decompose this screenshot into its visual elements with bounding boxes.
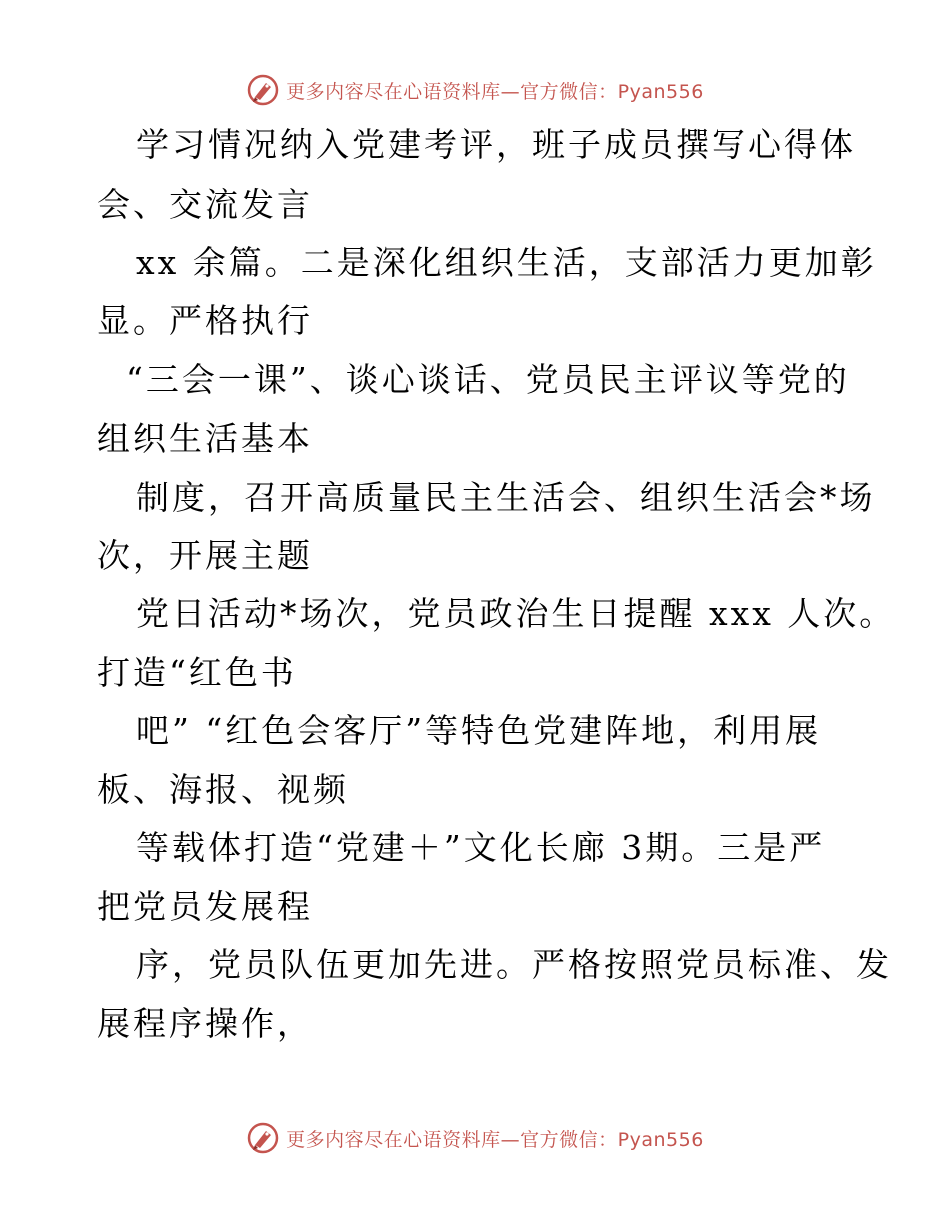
watermark-text: 更多内容尽在心语资料库—官方微信：Pyan556 — [286, 80, 704, 103]
text-line: “三会一课”、谈心谈话、党员民主评议等党的 — [126, 360, 850, 399]
text-line: 显。严格执行 — [97, 301, 313, 340]
text-line: 把党员发展程 — [97, 887, 313, 926]
text-line: xx 余篇。二是深化组织生活，支部活力更加彰 — [136, 243, 877, 282]
text-line: 展程序操作， — [97, 1004, 313, 1043]
text-line: 打造“红色书 — [97, 653, 297, 692]
pen-nib-logo-icon — [246, 1121, 280, 1155]
text-line: 次，开展主题 — [97, 536, 313, 575]
text-line: 等载体打造“党建＋”文化长廊 3期。三是严 — [136, 828, 826, 867]
text-line: 制度，召开高质量民主生活会、组织生活会*场 — [136, 478, 876, 517]
text-line: 序，党员队伍更加先进。严格按照党员标准、发 — [136, 945, 892, 984]
footer-watermark — [0, 1118, 950, 1158]
text-line: 党日活动*场次，党员政治生日提醒 xxx 人次。 — [136, 594, 896, 633]
watermark-text: 更多内容尽在心语资料库—官方微信：Pyan556 — [286, 1128, 704, 1151]
text-line: 会、交流发言 — [97, 185, 313, 224]
text-line: 组织生活基本 — [97, 419, 313, 458]
text-line: 吧” “红色会客厅”等特色党建阵地，利用展 — [136, 711, 822, 750]
text-line: 板、海报、视频 — [97, 770, 349, 809]
text-line: 学习情况纳入党建考评，班子成员撰写心得体 — [136, 125, 856, 164]
